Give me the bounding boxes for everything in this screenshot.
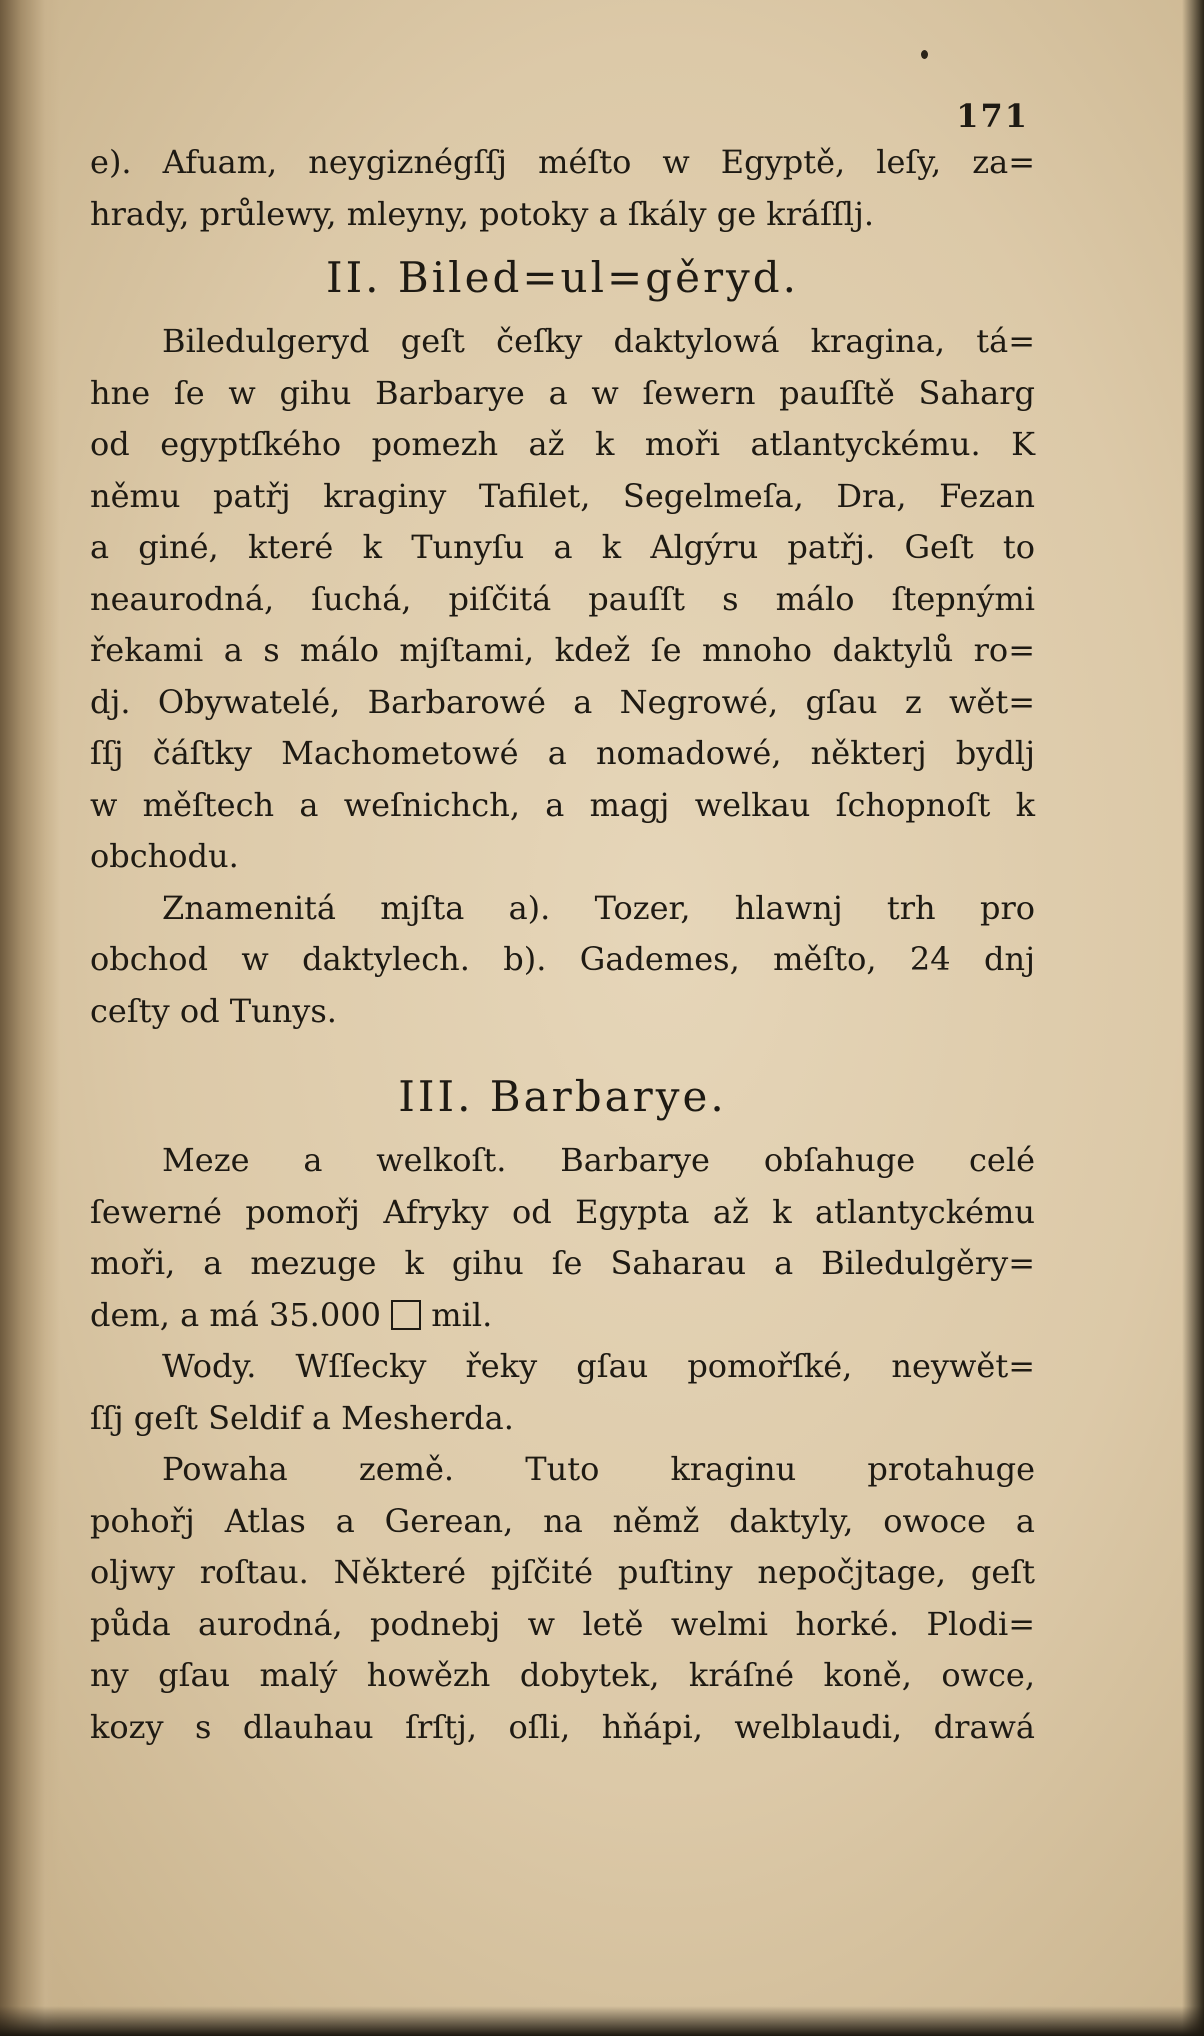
text-line: ny gſau malý howězh dobytek, kráſné koně, owce, [90,1656,1035,1694]
paragraph [90,1135,1035,1341]
text-line: a giné, které k Tunyſu a k Algýru patřj. Geſt to [90,528,1035,566]
text-line [90,1290,1035,1342]
text-line: e). Afuam, neygiznégſſj méſto w Egyptě, leſy, za= [90,143,1035,181]
text-line: Biledulgeryd geſt čeſky daktylowá kragina, tá= [162,322,1035,360]
page-edge-shadow [1182,0,1204,2036]
page-bottom-shadow [0,2006,1204,2036]
text-line: dj. Obywatelé, Barbarowé a Negrowé, gſau z wět= [90,682,1035,721]
text-line: obchod w daktylech. b). Gademes, měſto, 24 dnj [90,940,1035,978]
text-line: ſewerné pomořj Afryky od Egypta až k atlantyckému [90,1192,1035,1231]
text-line: ſſj čáſtky Machometowé a nomadowé, některj bydlj [90,734,1035,772]
text-line: oljwy roſtau. Některé pjſčité puſtiny nepočjtage, geſt [90,1553,1035,1591]
text-line: Meze a welkoſt. Barbarye obſahuge celé [162,1141,1035,1179]
entry-e [90,137,1035,240]
page-gutter-shadow [0,0,60,2036]
text-fragment: dem, a má 35.000 [90,1295,381,1334]
paragraph [90,316,1035,883]
paragraph [90,883,1035,1038]
text-line: kozy s dlauhau ſrſtj, oſli, hňápi, welblaudi, drawá [90,1707,1035,1746]
text-line: hrady, průlewy, mleyny, potoky a ſkály ge kráſſlj. [90,194,875,233]
ink-speck [921,50,928,59]
page-number: 171 [956,97,1029,135]
text-line: w měſtech a weſnichch, a magj welkau ſchopnoſt k [90,785,1035,824]
text-line: půda aurodná, podnebj w letě welmi horké. Plodi= [90,1604,1035,1643]
text-line: Wody. Wſſecky řeky gſau pomořſké, neywět= [162,1347,1035,1385]
text-line: neaurodná, ſuchá, piſčitá pauſſt s málo ſtepnými [90,579,1035,618]
paragraph [90,1341,1035,1444]
text-line: moři, a mezuge k gihu ſe Saharau a Biledulgěry= [90,1244,1035,1282]
text-line: Powaha země. Tuto kraginu protahuge [162,1450,1035,1488]
text-line: ceſty od Tunys. [90,991,337,1030]
section-heading: II. Biled=ul=gěryd. [325,253,799,302]
text-line: hne ſe w gihu Barbarye a w ſewern pauſſtě Saharg [90,373,1035,412]
text-line: od egyptſkého pomezh až k moři atlantyckému. K [90,425,1035,463]
section-heading: III. Barbarye. [398,1072,727,1121]
square-mile-symbol [391,1300,421,1330]
text-fragment: mil. [431,1295,493,1334]
text-line: pohořj Atlas a Gerean, na němž daktyly, owoce a [90,1501,1035,1540]
text-line: němu patřj kraginy Tafilet, Segelmeſa, Dra, Fezan [90,476,1035,515]
text-line: ſſj geſt Seldif a Mesherda. [90,1398,514,1437]
text-line: řekami a s málo mjſtami, kdež ſe mnoho daktylů ro= [90,631,1035,669]
paragraph [90,1444,1035,1753]
text-line: Znamenitá mjſta a). Tozer, hlawnj trh pro [162,888,1035,927]
page-text [90,95,1035,1753]
text-line: obchodu. [90,837,239,875]
